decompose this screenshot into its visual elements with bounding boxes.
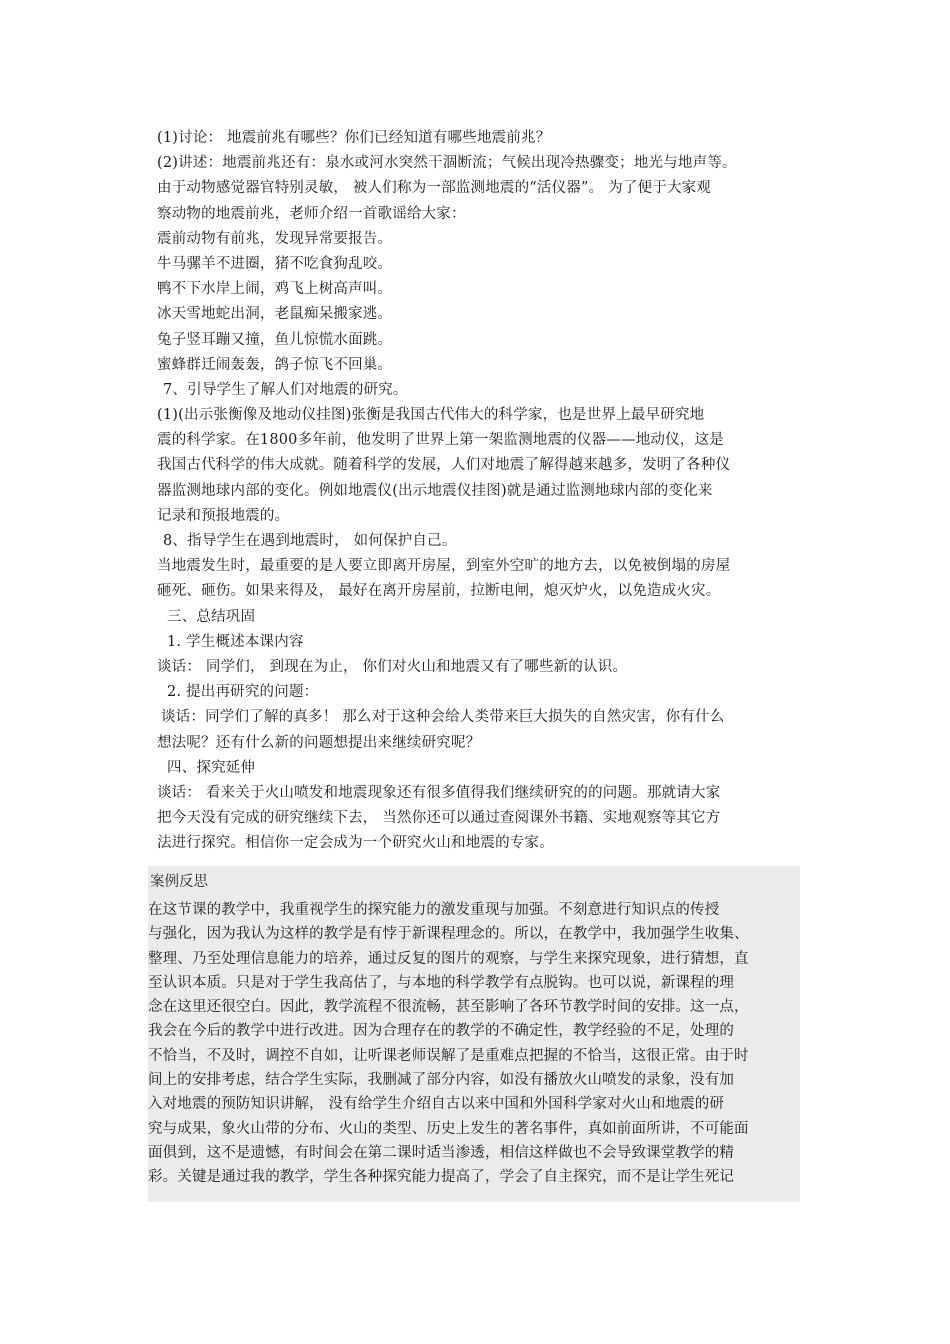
- text-line: 记录和预报地震的。: [157, 507, 290, 524]
- reflection-line: 与强化，因为我认为这样的教学是有悖于新课程理念的。所以，在教学中，我加强学生收集、: [148, 926, 749, 943]
- reflection-line: 念在这里还很空白。因此，教学流程不很流畅，甚至影响了各环节教学时间的安排。这一点，: [148, 999, 749, 1016]
- rhyme-line: 牛马骡羊不进圈，猪不吃食狗乱咬。: [157, 255, 393, 272]
- text-line: 砸死、砸伤。如果来得及， 最好在离开房屋前，拉断电闸，熄灭炉火，以免造成火灾。: [157, 583, 721, 600]
- reflection-line: 我会在今后的教学中进行改进。因为合理存在的教学的不确定性，教学经验的不足，处理的: [148, 1023, 734, 1040]
- text-line: 由于动物感觉器官特别灵敏， 被人们称为一部监测地震的“活仪器”。 为了便于大家观: [157, 180, 712, 197]
- lesson-plan-text: [157, 126, 807, 856]
- reflection-line: 面俱到，这不是遗憾，有时间会在第二课时适当渗透，相信这样做也不会导致课堂教学的精: [148, 1144, 734, 1161]
- reflection-title: 案例反思: [150, 874, 208, 890]
- reflection-line: 至认识本质。只是对于学生我高估了，与本地的科学教学有点脱钩。也可以说，新课程的理: [148, 974, 734, 991]
- reflection-box: [148, 866, 800, 1202]
- reflection-line: 彩。关键是通过我的教学，学生各种探究能力提高了，学会了自主探究，而不是让学生死记: [148, 1169, 734, 1186]
- text-line: (1)讨论： 地震前兆有哪些？你们已经知道有哪些地震前兆？: [157, 130, 551, 146]
- reflection-line: 究与成果，象火山带的分布、火山的类型、历史上发生的著名事件，真如前面所讲，不可能面: [148, 1120, 749, 1137]
- text-line: 器监测地球内部的变化。例如地震仪(出示地震仪挂图)就是通过监测地球内部的变化来: [157, 482, 713, 499]
- reflection-line: 整理、乃至处理信息能力的培养，通过反复的图片的观察，与学生来探究现象，进行猜想，直: [148, 950, 749, 967]
- text-line: 把今天没有完成的研究继续下去， 当然你还可以通过查阅课外书籍、实地观察等其它方: [157, 810, 721, 827]
- text-line: 谈话： 看来关于火山喷发和地震现象还有很多值得我们继续研究的的问题。那就请大家: [157, 784, 721, 801]
- text-line: 谈话： 同学们， 到现在为止， 你们对火山和地震又有了哪些新的认识。: [157, 658, 628, 675]
- section-heading-8: 8、指导学生在遇到地震时， 如何保护自己。: [163, 533, 457, 549]
- reflection-line: 入对地震的预防知识讲解， 没有给学生介绍自古以来中国和外国科学家对火山和地震的研: [148, 1096, 725, 1113]
- text-line: 当地震发生时，最重要的是人要立即离开房屋，到室外空旷的地方去，以免被倒塌的房屋: [157, 558, 731, 575]
- text-line: 法进行探究。相信你一定会成为一个研究火山和地震的专家。: [157, 835, 554, 852]
- text-line: (1)(出示张衡像及地动仪挂图)张衡是我国古代伟大的科学家，也是世界上最早研究地: [157, 407, 705, 424]
- rhyme-line: 冰天雪地蛇出洞，老鼠痴呆搬家逃。: [157, 306, 393, 323]
- text-line: 震的科学家。在1800多年前，他发明了世界上第一架监测地震的仪器——地动仪，这是: [157, 432, 724, 449]
- subsection-heading: 2. 提出再研究的问题：: [167, 684, 319, 701]
- subsection-heading: 1. 学生概述本课内容: [167, 633, 304, 650]
- reflection-line: 间上的安排考虑，结合学生实际，我删减了部分内容，如没有播放火山喷发的录象，没有加: [148, 1072, 734, 1089]
- section-heading-7: 7、引导学生了解人们对地震的研究。: [163, 381, 408, 398]
- text-line: 察动物的地震前兆，老师介绍一首歌谣给大家：: [157, 205, 466, 222]
- rhyme-line: 震前动物有前兆，发现异常要报告。: [157, 230, 393, 247]
- reflection-text: [148, 898, 800, 1190]
- text-line: 想法呢？还有什么新的问题想提出来继续研究呢？: [157, 734, 481, 751]
- section-heading-extension: 四、探究延伸: [167, 759, 256, 776]
- text-line: 我国古代科学的伟大成就。随着科学的发展，人们对地震了解得越来越多，发明了各种仪: [157, 457, 731, 474]
- text-line: (2)讲述：地震前兆还有：泉水或河水突然干涸断流；气候出现冷热骤变；地光与地声等。: [157, 155, 737, 172]
- section-heading-summary: 三、总结巩固: [167, 608, 256, 625]
- text-line: 谈话：同学们了解的真多！ 那么对于这种会给人类带来巨大损失的自然灾害，你有什么: [161, 709, 725, 726]
- reflection-line: 不恰当，不及时，调控不自如，让听课老师误解了是重难点把握的不恰当，这很正常。由于时: [148, 1047, 749, 1064]
- rhyme-line: 蜜蜂群迁闹轰轰，鸽子惊飞不回巢。: [157, 356, 393, 373]
- rhyme-line: 鸭不下水岸上闹，鸡飞上树高声叫。: [157, 281, 393, 298]
- rhyme-line: 兔子竖耳蹦又撞，鱼儿惊慌水面跳。: [157, 331, 393, 348]
- reflection-line: 在这节课的教学中，我重视学生的探究能力的激发重现与加强。不刻意进行知识点的传授: [148, 902, 720, 918]
